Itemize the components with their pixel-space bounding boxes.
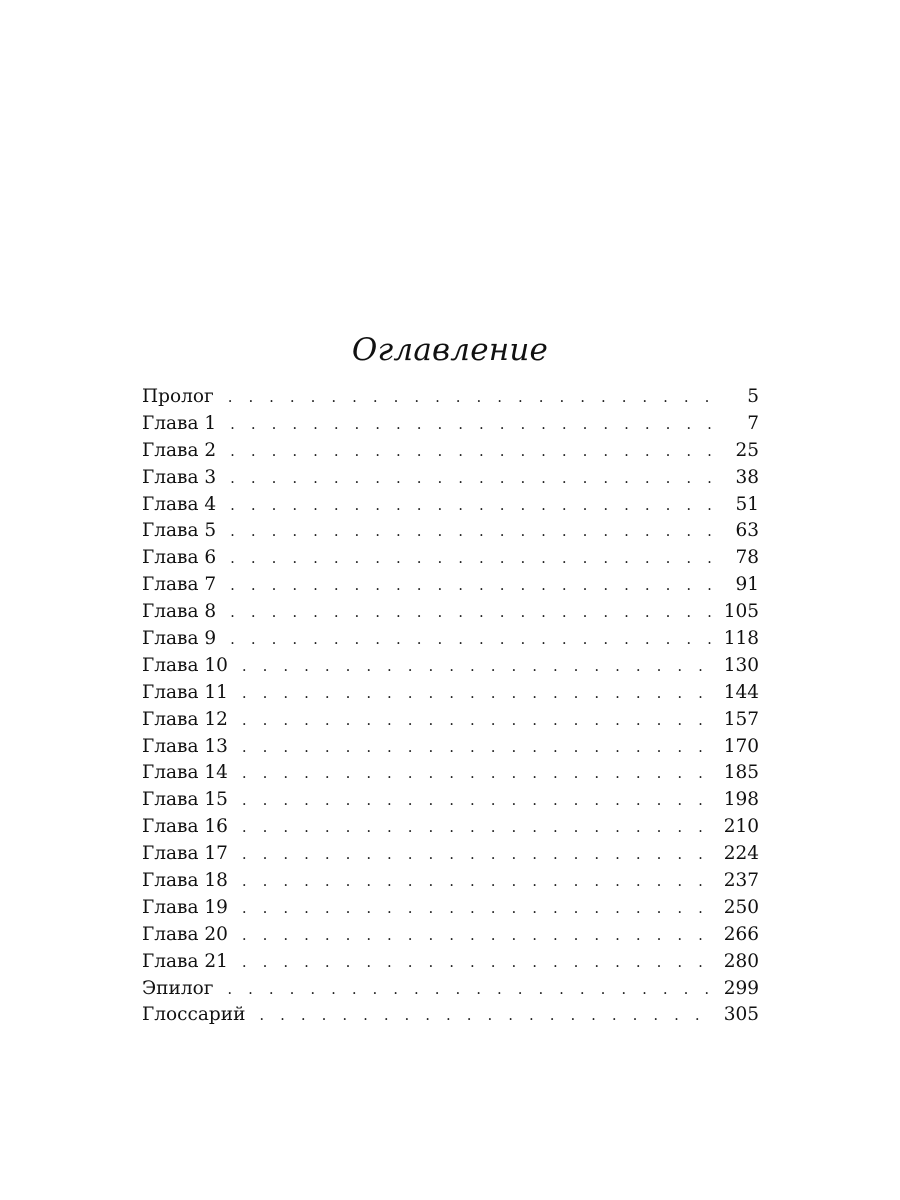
toc-entry-page-number: 157 [723, 708, 759, 730]
toc-entry-label: Глава 12 [142, 708, 228, 730]
toc-entry-page-number: 280 [723, 950, 759, 972]
toc-entry-label: Глоссарий [142, 1004, 246, 1026]
toc-entry-chapter-1[interactable] [142, 411, 759, 438]
toc-entry-label: Глава 8 [142, 601, 217, 623]
toc-entry-chapter-6[interactable] [142, 545, 759, 572]
toc-entry-page-number: 198 [723, 789, 759, 811]
dot-leader [242, 787, 716, 814]
dot-leader [242, 949, 716, 976]
toc-entry-chapter-13[interactable] [142, 734, 759, 761]
dot-leader [242, 814, 716, 841]
dot-leader [230, 599, 716, 626]
toc-entry-chapter-2[interactable] [142, 438, 759, 465]
toc-entry-chapter-19[interactable] [142, 895, 759, 922]
toc-entry-chapter-5[interactable] [142, 518, 759, 545]
toc-entry-label: Глава 3 [142, 466, 217, 488]
dot-leader [230, 492, 717, 519]
toc-entry-label: Глава 11 [142, 681, 228, 703]
dot-leader [242, 922, 716, 949]
toc-entry-page-number: 25 [735, 439, 759, 461]
toc-entry-label: Глава 5 [142, 520, 217, 542]
toc-entry-chapter-20[interactable] [142, 922, 759, 949]
toc-entry-page-number: 38 [735, 466, 759, 488]
toc-entry-page-number: 51 [735, 493, 759, 515]
toc-entry-label: Глава 2 [142, 439, 217, 461]
toc-entry-page-number: 7 [747, 412, 759, 434]
toc-entry-page-number: 91 [735, 574, 759, 596]
toc-entry-page-number: 210 [723, 816, 759, 838]
toc-entry-chapter-3[interactable] [142, 465, 759, 492]
dot-leader [230, 545, 717, 572]
toc-entry-label: Глава 7 [142, 574, 217, 596]
dot-leader [230, 411, 717, 438]
toc-entry-page-number: 105 [723, 601, 759, 623]
dot-leader [227, 976, 715, 1003]
toc-entry-chapter-16[interactable] [142, 814, 759, 841]
toc-entry-label: Глава 19 [142, 896, 228, 918]
toc-entry-label: Глава 6 [142, 547, 217, 569]
dot-leader [242, 868, 716, 895]
toc-entry-label: Глава 16 [142, 816, 228, 838]
dot-leader [242, 707, 716, 734]
toc-entry-page-number: 305 [723, 1004, 759, 1026]
toc-entry-page-number: 5 [747, 386, 759, 407]
toc-entry-page-number: 130 [723, 654, 759, 676]
toc-entry-chapter-12[interactable] [142, 707, 759, 734]
toc-entry-page-number: 250 [723, 896, 759, 918]
toc-entry-label: Глава 17 [142, 843, 228, 865]
dot-leader [230, 438, 717, 465]
dot-leader [242, 734, 716, 761]
toc-entry-label: Глава 14 [142, 762, 228, 784]
toc-entry-chapter-11[interactable] [142, 680, 759, 707]
dot-leader [242, 760, 716, 787]
toc-entry-chapter-9[interactable] [142, 626, 759, 653]
toc-entry-chapter-21[interactable] [142, 949, 759, 976]
toc-entry-label: Глава 18 [142, 870, 228, 892]
dot-leader [228, 384, 717, 411]
dot-leader [230, 465, 717, 492]
table-of-contents [142, 384, 759, 1029]
toc-entry-page-number: 78 [735, 547, 759, 569]
toc-entry-label: Пролог [142, 386, 214, 407]
toc-entry-page-number: 224 [723, 843, 759, 865]
toc-entry-label: Глава 21 [142, 950, 228, 972]
toc-entry-label: Глава 1 [142, 412, 217, 434]
toc-entry-chapter-10[interactable] [142, 653, 759, 680]
toc-entry-label: Глава 15 [142, 789, 228, 811]
dot-leader [242, 680, 716, 707]
dot-leader [230, 518, 717, 545]
toc-entry-page-number: 185 [723, 762, 759, 784]
toc-entry-chapter-15[interactable] [142, 787, 759, 814]
toc-entry-chapter-4[interactable] [142, 492, 759, 519]
toc-entry-label: Глава 13 [142, 735, 228, 757]
toc-entry-page-number: 144 [723, 681, 759, 703]
toc-entry-chapter-17[interactable] [142, 841, 759, 868]
toc-entry-page-number: 118 [723, 628, 759, 650]
toc-entry-chapter-18[interactable] [142, 868, 759, 895]
dot-leader [230, 572, 717, 599]
toc-entry-page-number: 170 [723, 735, 759, 757]
toc-entry-page-number: 299 [723, 977, 759, 999]
toc-entry-label: Глава 4 [142, 493, 217, 515]
toc-entry-glossary[interactable] [142, 1002, 759, 1029]
dot-leader [259, 1002, 715, 1029]
dot-leader [230, 626, 716, 653]
toc-entry-prologue[interactable] [142, 384, 759, 411]
page-title: Оглавление [351, 332, 549, 368]
toc-entry-page-number: 266 [723, 923, 759, 945]
dot-leader [242, 895, 716, 922]
toc-entry-chapter-14[interactable] [142, 760, 759, 787]
toc-entry-label: Глава 9 [142, 628, 217, 650]
toc-entry-label: Глава 10 [142, 654, 228, 676]
dot-leader [242, 841, 716, 868]
toc-entry-page-number: 237 [723, 870, 759, 892]
dot-leader [242, 653, 716, 680]
toc-entry-chapter-8[interactable] [142, 599, 759, 626]
toc-entry-epilogue[interactable] [142, 976, 759, 1003]
toc-entry-page-number: 63 [735, 520, 759, 542]
toc-entry-chapter-7[interactable] [142, 572, 759, 599]
toc-entry-label: Эпилог [142, 977, 214, 999]
toc-entry-label: Глава 20 [142, 923, 228, 945]
